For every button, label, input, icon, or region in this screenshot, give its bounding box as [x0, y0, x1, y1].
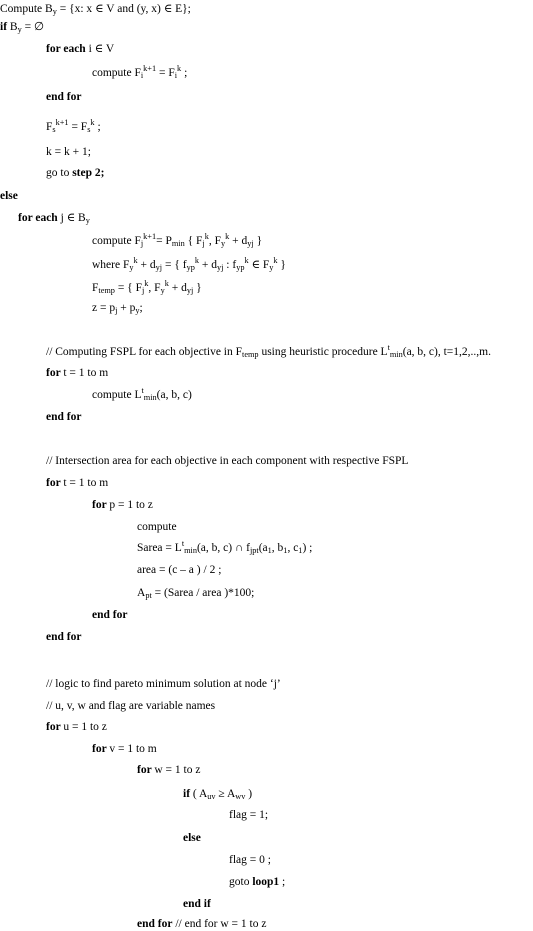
code-line — [46, 90, 81, 104]
superscript: k — [133, 256, 138, 266]
code-line — [92, 608, 127, 622]
code-text: = ∅ — [21, 21, 44, 33]
code-line — [46, 366, 108, 380]
code-text: ≥ A — [215, 788, 236, 800]
subscript: wv — [235, 792, 246, 802]
code-text: z = p — [92, 302, 116, 314]
code-line — [18, 211, 90, 225]
code-text: w = 1 to z — [154, 764, 201, 776]
code-text: // Intersection area for each objective in each component with respective FSPL — [46, 455, 409, 467]
subscript: j — [140, 239, 144, 249]
subscript: 1 — [298, 546, 303, 556]
code-line — [46, 166, 104, 180]
code-line — [46, 345, 491, 359]
subscript: y — [17, 25, 22, 35]
code-text: ( A — [192, 788, 208, 800]
code-text: // Computing FSPL for each objective in F — [46, 346, 243, 358]
code-line — [229, 875, 285, 889]
code-text: = F — [68, 121, 88, 133]
code-text: B — [9, 21, 18, 33]
code-line — [46, 699, 215, 713]
code-line — [0, 2, 191, 16]
code-text: = P — [156, 235, 172, 247]
subscript: i — [174, 71, 178, 81]
code-text: Compute B — [0, 3, 53, 15]
superscript: k+1 — [55, 118, 69, 128]
keyword: end for — [46, 91, 82, 103]
subscript: j — [202, 239, 205, 249]
keyword: for — [137, 764, 155, 776]
code-line — [92, 66, 187, 80]
code-text: goto — [229, 876, 253, 888]
code-line — [46, 42, 114, 56]
subscript: s — [87, 125, 91, 135]
code-line — [137, 763, 200, 777]
subscript: y — [135, 306, 140, 316]
keyword: step 2; — [72, 167, 105, 179]
code-text: p = 1 to z — [109, 499, 153, 511]
code-text: ; — [94, 121, 101, 133]
code-text: i ∈ V — [88, 43, 115, 55]
code-text: + d — [168, 282, 187, 294]
superscript: k — [244, 256, 249, 266]
subscript: min — [389, 350, 403, 360]
code-text: where F — [92, 259, 130, 271]
subscript: j — [141, 286, 145, 296]
code-text: flag = 1; — [229, 809, 269, 821]
code-text: + p — [117, 302, 136, 314]
code-text: Sarea = L — [137, 542, 182, 554]
code-line — [137, 917, 266, 931]
code-text: ; — [139, 302, 143, 314]
superscript: k — [225, 232, 230, 242]
subscript: 1 — [267, 546, 272, 556]
code-text: + d — [198, 259, 217, 271]
code-text: ) ; — [302, 542, 313, 554]
keyword: else — [183, 832, 201, 844]
subscript: yp — [186, 263, 195, 273]
code-text: (a, b, c) — [156, 389, 192, 401]
code-text: } — [253, 235, 263, 247]
keyword: if — [0, 21, 10, 33]
keyword: if — [183, 788, 193, 800]
code-text: = F — [156, 67, 175, 79]
code-text: area = (c – a ) / 2 ; — [137, 564, 222, 576]
code-text: } — [193, 282, 202, 294]
subscript: yj — [216, 263, 224, 273]
keyword: end if — [183, 898, 211, 910]
keyword: for — [92, 499, 110, 511]
code-text: go to — [46, 167, 73, 179]
keyword: loop1 — [252, 876, 280, 888]
keyword: end for — [46, 411, 82, 423]
superscript: k — [194, 256, 199, 266]
code-line — [46, 410, 81, 424]
code-text: F — [92, 282, 99, 294]
code-line — [46, 476, 108, 490]
subscript: s — [52, 125, 56, 135]
subscript: y — [269, 263, 274, 273]
code-text: compute — [137, 521, 177, 533]
subscript: min — [143, 393, 157, 403]
code-text: { F — [184, 235, 203, 247]
keyword: for each — [46, 43, 89, 55]
code-line — [137, 541, 312, 555]
superscript: k — [204, 232, 209, 242]
superscript: t — [387, 343, 390, 353]
keyword: for — [46, 367, 64, 379]
code-text: = (Sarea / area )*100; — [151, 587, 255, 599]
subscript: temp — [98, 286, 115, 296]
code-line — [183, 897, 211, 911]
code-line — [92, 498, 153, 512]
code-text: compute L — [92, 389, 142, 401]
subscript: jpt — [249, 546, 259, 556]
code-line — [46, 677, 281, 691]
code-line — [92, 301, 143, 315]
code-text: (a — [258, 542, 268, 554]
keyword: end for — [137, 918, 173, 930]
code-text: = {x: x ∈ V and (y, x) ∈ E}; — [56, 3, 191, 15]
code-text: , F — [208, 235, 221, 247]
superscript: k+1 — [143, 232, 157, 242]
subscript: j — [115, 306, 118, 316]
subscript: temp — [242, 350, 259, 360]
subscript: y — [129, 263, 134, 273]
code-text: + d — [229, 235, 248, 247]
code-line — [92, 234, 262, 248]
subscript: y — [160, 286, 165, 296]
code-line — [137, 520, 177, 534]
superscript: k — [144, 279, 149, 289]
keyword: end for — [92, 609, 128, 621]
subscript: min — [171, 239, 185, 249]
subscript: i — [140, 71, 144, 81]
keyword: for — [46, 721, 64, 733]
code-text: compute F — [92, 235, 141, 247]
code-text: j ∈ B — [60, 212, 86, 224]
code-line — [137, 563, 221, 577]
code-text: ; — [279, 876, 286, 888]
code-text: // u, v, w and flag are variable names — [46, 700, 216, 712]
code-text: ; — [181, 67, 188, 79]
code-text: // logic to find pareto minimum solution at node ‘j’ — [46, 678, 281, 690]
code-line — [46, 630, 81, 644]
superscript: k — [164, 279, 169, 289]
code-text: using heuristic procedure L — [258, 346, 388, 358]
code-text: A — [137, 587, 146, 599]
keyword: end for — [46, 631, 82, 643]
code-text: flag = 0 ; — [229, 854, 271, 866]
code-line — [92, 742, 157, 756]
subscript: y — [85, 216, 90, 226]
code-text: F — [46, 121, 53, 133]
code-text: } — [277, 259, 286, 271]
code-line — [92, 388, 192, 402]
code-line — [46, 145, 91, 159]
keyword: for — [92, 743, 110, 755]
superscript: k — [273, 256, 278, 266]
code-text: (a, b, c), t=1,2,..,m. — [402, 346, 491, 358]
code-text: , b — [271, 542, 284, 554]
code-text: , F — [148, 282, 161, 294]
subscript: y — [52, 7, 57, 17]
subscript: uv — [207, 792, 216, 802]
superscript: t — [141, 386, 144, 396]
code-line — [92, 258, 286, 272]
subscript: min — [184, 546, 197, 556]
code-text: ) — [245, 788, 253, 800]
code-text: (a, b, c) ∩ f — [196, 542, 250, 554]
keyword: for each — [18, 212, 61, 224]
subscript: 1 — [283, 546, 288, 556]
code-line — [46, 720, 107, 734]
code-line — [137, 586, 254, 600]
code-text: t = 1 to m — [63, 477, 109, 489]
code-text: k = k + 1; — [46, 146, 91, 158]
subscript: pt — [145, 591, 152, 601]
code-line — [0, 189, 18, 203]
code-text: compute F — [92, 67, 141, 79]
superscript: t — [181, 539, 185, 549]
code-line — [46, 120, 101, 134]
code-line — [92, 281, 202, 295]
code-text: = { f — [162, 259, 187, 271]
code-text: t = 1 to m — [63, 367, 109, 379]
superscript: k — [90, 118, 95, 128]
code-text: : f — [223, 259, 237, 271]
subscript: yp — [236, 263, 245, 273]
code-line — [183, 831, 201, 845]
code-text: , c — [287, 542, 299, 554]
code-line — [46, 454, 408, 468]
keyword: else — [0, 190, 18, 202]
code-text: = { F — [114, 282, 142, 294]
superscript: k+1 — [143, 64, 157, 74]
subscript: yj — [247, 239, 254, 249]
code-line — [0, 20, 44, 34]
code-text: v = 1 to m — [109, 743, 157, 755]
code-line — [229, 853, 271, 867]
code-text: // end for w = 1 to z — [172, 918, 267, 930]
code-text: ∈ F — [248, 259, 270, 271]
code-text: + d — [137, 259, 156, 271]
code-text: u = 1 to z — [63, 721, 107, 733]
code-line — [229, 808, 268, 822]
subscript: y — [221, 239, 226, 249]
superscript: k — [177, 64, 182, 74]
subscript: yj — [155, 263, 163, 273]
subscript: yj — [186, 286, 194, 296]
keyword: for — [46, 477, 64, 489]
code-line — [183, 787, 252, 801]
